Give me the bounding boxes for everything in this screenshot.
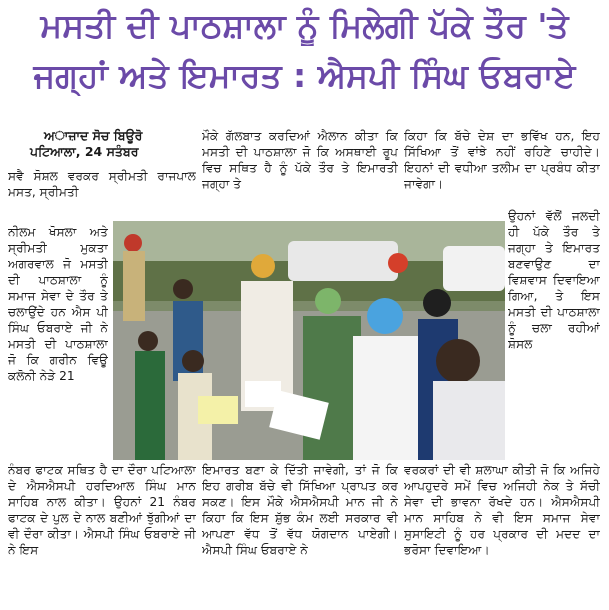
headline-line-2: ਜਗ੍ਹਾਂ ਅਤੇ ਇਮਾਰਤ : ਐਸਪੀ ਸਿੰਘ ਓਬਰਾਏ — [33, 56, 576, 95]
column-2-bottom — [202, 462, 398, 608]
column-2-top — [202, 128, 398, 218]
column-3-bottom — [404, 462, 600, 608]
column-3-bottom-text: ਵਰਕਰਾਂ ਦੀ ਵੀ ਸ਼ਲਾਘਾ ਕੀਤੀ ਜੋ ਕਿ ਅਜਿਹੇ ਆਪਹੁਦਰੇ ਸਮੇਂ ਵਿਚ ਅਜਿਹੀ ਨੇਕ ਤੇ ਸੱਚੀ ਸੇਵਾ ਦੀ ਭਾਵਨਾ ਰੱਖਦੇ ਹਨ। ਐਸਐਸਪੀ ਮਾਨ ਸਾਹਿਬ ਨੇ ਵੀ ਇਸ ਸਮਾਜ ਸੇਵਾ ਸੁਸਾਇਟੀ ਨੂੰ ਹਰ ਪ੍ਰਕਾਰ ਦੀ ਮਦਦ ਦਾ ਭਰੋਸਾ ਦਿਵਾਇਆ। — [404, 463, 600, 557]
column-3-top — [404, 128, 600, 208]
column-1-narrow-text: ਨੀਲਮ ਖੋਸਲਾ ਅਤੇ ਸ੍ਰੀਮਤੀ ਮੁਕਤਾ ਅਗਰਵਾਲ ਜੋ ਮਸਤੀ ਦੀ ਪਾਠਸ਼ਾਲਾ ਨੂੰ ਸਮਾਜ ਸੇਵਾ ਦੇ ਤੌਰ ਤੇ ਚਲਾਉਂਦੇ ਹਨ ਐਸ ਪੀ ਸਿੰਘ ਓਬਰਾਏ ਜੀ ਨੇ ਮਸਤੀ ਦੀ ਪਾਠਸ਼ਾਲਾ ਜੋ ਕਿ ਗਰੀਨ ਵਿਊ ਕਲੋਨੀ ਨੇੜੇ 21 — [8, 225, 108, 383]
column-1-narrow — [8, 224, 108, 460]
column-3-narrow — [508, 208, 600, 460]
column-2-top-text: ਮੌਕੇ ਗੱਲਬਾਤ ਕਰਦਿਆਂ ਐਲਾਨ ਕੀਤਾ ਕਿ ਮਸਤੀ ਦੀ ਪਾਠਸ਼ਾਲਾ ਜੋ ਕਿ ਅਸਥਾਈ ਰੂਪ ਵਿਚ ਸਥਿਤ ਹੈ ਨੂੰ ਪੱਕੇ ਤੌਰ ਤੇ ਇਮਾਰਤੀ ਜਗ੍ਹਾ ਤੇ — [202, 129, 398, 191]
column-1-intro: ਸਵੈ ਸੋਸ਼ਲ ਵਰਕਰ ਸ੍ਰੀਮਤੀ ਰਾਜਪਾਲ ਮਸਤ, ਸ੍ਰੀਮਤੀ — [8, 169, 196, 199]
column-3-narrow-text: ਉਹਨਾਂ ਵੱਲੋਂ ਜਲਦੀ ਹੀ ਪੱਕੇ ਤੌਰ ਤੇ ਜਗ੍ਹਾ ਤੇ ਇਮਾਰਤ ਬਣਵਾਉਣ ਦਾ ਵਿਸ਼ਵਾਸ ਦਿਵਾਇਆ ਗਿਆ, ਤੇ ਇਸ ਮਸਤੀ ਦੀ ਪਾਠਸ਼ਾਲਾ ਨੂੰ ਚਲਾ ਰਹੀਆਂ ਸ਼ੋਸਲ — [508, 209, 600, 351]
news-photo-illustration — [113, 221, 505, 460]
column-1-top — [8, 128, 196, 200]
column-2-bottom-text: ਇਮਾਰਤ ਬਣਾ ਕੇ ਦਿੱਤੀ ਜਾਵੇਗੀ, ਤਾਂ ਜੋ ਕਿ ਇਹ ਗਰੀਬ ਬੱਚੇ ਵੀ ਸਿੱਖਿਆ ਪ੍ਰਾਪਤ ਕਰ ਸਕਣ। ਇਸ ਮੌਕੇ ਐਸਐਸਪੀ ਮਾਨ ਜੀ ਨੇ ਕਿਹਾ ਕਿ ਇਸ ਸ਼ੁੱਭ ਕੰਮ ਲਈ ਸਰਕਾਰ ਵੀ ਆਪਣਾ ਵੱਧ ਤੋਂ ਵੱਧ ਯੋਗਦਾਨ ਪਾਏਗੀ। ਐਸਪੀ ਸਿੰਘ ਓਬਰਾਏ ਨੇ — [202, 463, 398, 557]
byline-bureau: ਅਾਜ਼ਾਦ ਸੋਚ ਬਿਊਰੋ — [44, 128, 143, 143]
byline-place-date: ਪਟਿਆਲਾ, 24 ਸਤੰਬਰ — [30, 144, 139, 159]
news-photo — [113, 221, 505, 460]
column-1-bottom-text: ਨੰਬਰ ਫਾਟਕ ਸਥਿਤ ਹੈ ਦਾ ਦੌਰਾ ਪਟਿਆਲਾ ਦੇ ਐਸਐਸਪੀ ਹਰਦਿਆਲ ਸਿੰਘ ਮਾਨ ਸਾਹਿਬ ਨਾਲ ਕੀਤਾ। ਉਹਨਾਂ 21 ਨੰਬਰ ਫਾਟਕ ਦੇ ਪੁਲ ਦੇ ਨਾਲ ਬਣੀਆਂ ਝੁੱਗੀਆਂ ਦਾ ਵੀ ਦੌਰਾ ਕੀਤਾ। ਐਸਪੀ ਸਿੰਘ ਓਬਰਾਏ ਜੀ ਨੇ ਇਸ — [8, 463, 196, 557]
column-1-bottom — [8, 462, 196, 608]
headline-line-1: ਮਸਤੀ ਦੀ ਪਾਠਸ਼ਾਲਾ ਨੂੰ ਮਿਲੇਗੀ ਪੱਕੇ ਤੌਰ 'ਤੇ — [40, 6, 569, 45]
column-3-top-text: ਕਿਹਾ ਕਿ ਬੱਚੇ ਦੇਸ਼ ਦਾ ਭਵਿੱਖ ਹਨ, ਇਹ ਸਿੱਖਿਆ ਤੋਂ ਵਾਂਝੇ ਨਹੀਂ ਰਹਿਣੇ ਚਾਹੀਦੇ। ਇਹਨਾਂ ਦੀ ਵਧੀਆ ਤਲੀਮ ਦਾ ਪ੍ਰਬੰਧ ਕੀਤਾ ਜਾਵੇਗਾ। — [404, 129, 600, 191]
